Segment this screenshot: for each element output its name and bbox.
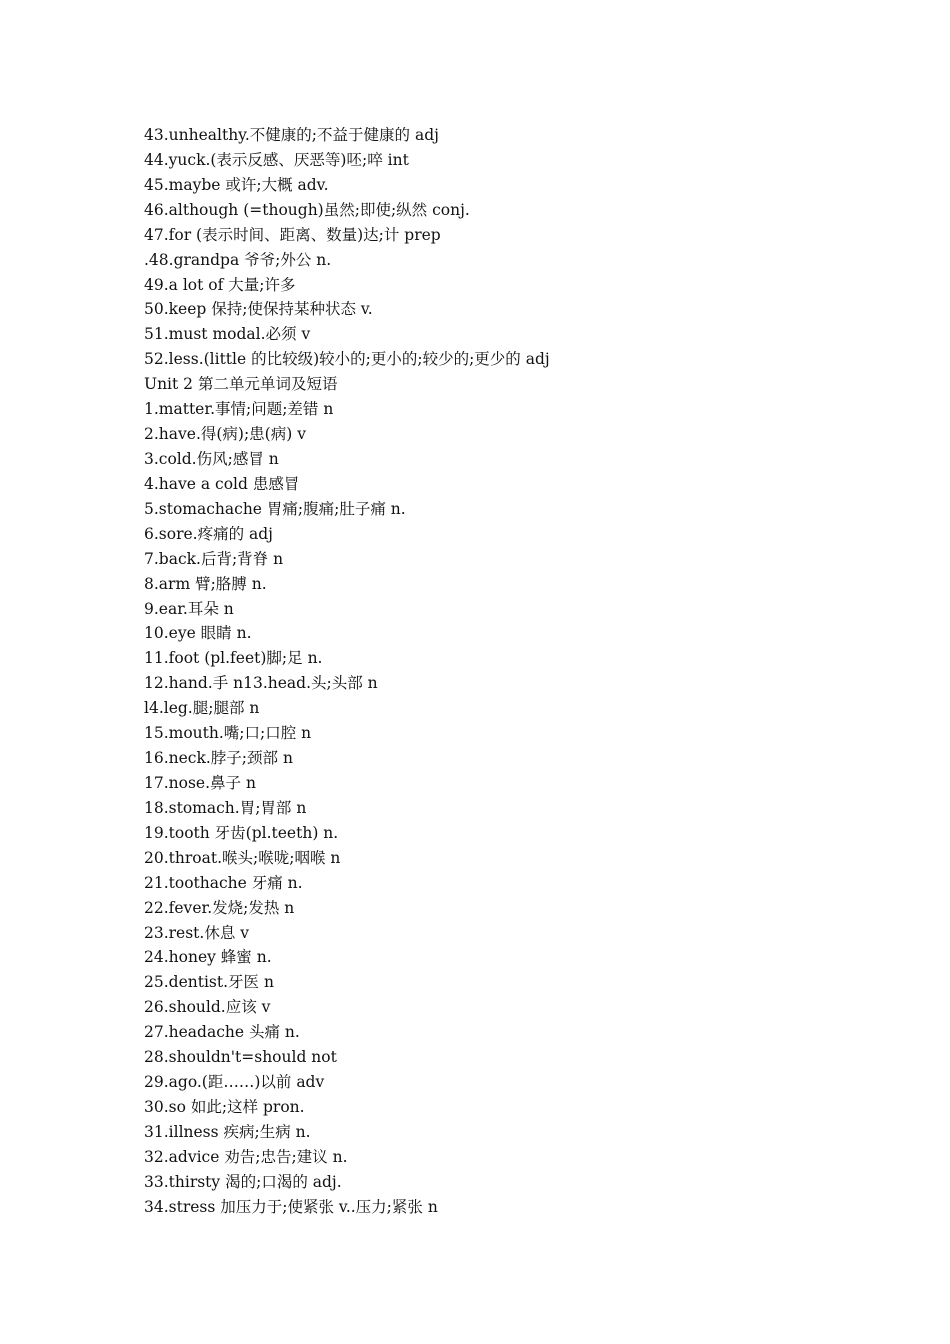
vocab-line: 26.should.应该 v <box>144 998 271 1017</box>
vocab-line: l4.leg.腿;腿部 n <box>144 699 260 718</box>
vocab-line: 43.unhealthy.不健康的;不益于健康的 adj <box>144 126 439 144</box>
vocab-line: 49.a lot of 大量;许多 <box>144 275 296 294</box>
vocab-line: 4.have a cold 患感冒 <box>144 474 300 493</box>
vocab-line: 45.maybe 或许;大概 adv. <box>144 175 329 194</box>
vocab-line: 8.arm 臂;胳膊 n. <box>144 574 267 593</box>
vocab-line: 12.hand.手 n13.head.头;头部 n <box>144 674 378 693</box>
vocab-line: 23.rest.休息 v <box>144 923 250 942</box>
vocab-line: 7.back.后背;背脊 n <box>144 549 284 568</box>
vocab-line: 51.must modal.必须 v <box>144 325 311 344</box>
vocab-line: 32.advice 劝告;忠告;建议 n. <box>144 1147 348 1166</box>
vocab-line: 17.nose.鼻子 n <box>144 773 256 792</box>
unit-heading: Unit 2 第二单元单词及短语 <box>144 375 338 394</box>
vocab-line: 52.less.(little 的比较级)较小的;更小的;较少的;更少的 adj <box>144 350 550 369</box>
vocab-line: .48.grandpa 爷爷;外公 n. <box>144 250 332 269</box>
vocab-line: 6.sore.疼痛的 adj <box>144 524 273 543</box>
vocab-line: 2.have.得(病);患(病) v <box>144 425 306 444</box>
vocab-line: 16.neck.脖子;颈部 n <box>144 749 293 768</box>
vocab-line: 21.toothache 牙痛 n. <box>144 873 303 892</box>
vocab-line: 11.foot (pl.feet)脚;足 n. <box>144 649 323 668</box>
vocab-line: 34.stress 加压力于;使紧张 v..压力;紧张 n <box>144 1197 438 1216</box>
vocab-line: 19.tooth 牙齿(pl.teeth) n. <box>144 823 339 842</box>
vocab-line: 46.although (=though)虽然;即使;纵然 conj. <box>144 200 470 219</box>
vocab-line: 15.mouth.嘴;口;口腔 n <box>144 724 312 743</box>
vocab-line: 18.stomach.胃;胃部 n <box>144 798 307 817</box>
vocab-line: 5.stomachache 胃痛;腹痛;肚子痛 n. <box>144 499 406 518</box>
vocab-line: 33.thirsty 渴的;口渴的 adj. <box>144 1172 342 1191</box>
vocab-line: 31.illness 疾病;生病 n. <box>144 1122 311 1141</box>
vocab-line: 50.keep 保持;使保持某种状态 v. <box>144 300 373 319</box>
vocab-line: 47.for (表示时间、距离、数量)达;计 prep <box>144 225 441 244</box>
vocab-line: 10.eye 眼睛 n. <box>144 624 252 643</box>
vocab-line: 29.ago.(距……)以前 adv <box>144 1073 325 1092</box>
vocab-line: 44.yuck.(表示反感、厌恶等)呸;啐 int <box>144 150 409 169</box>
vocab-line: 27.headache 头痛 n. <box>144 1023 300 1042</box>
vocab-line: 24.honey 蜂蜜 n. <box>144 948 272 967</box>
vocab-line: 9.ear.耳朵 n <box>144 599 234 618</box>
vocab-line: 1.matter.事情;问题;差错 n <box>144 400 334 419</box>
vocab-line: 22.fever.发烧;发热 n <box>144 898 295 917</box>
vocab-line: 30.so 如此;这样 pron. <box>144 1097 305 1116</box>
vocab-line: 3.cold.伤风;感冒 n <box>144 449 279 468</box>
vocab-line: 20.throat.喉头;喉咙;咽喉 n <box>144 848 341 867</box>
vocab-line: 25.dentist.牙医 n <box>144 973 274 992</box>
document-page <box>144 123 864 1220</box>
vocab-line: 28.shouldn't=should not <box>144 1048 337 1067</box>
